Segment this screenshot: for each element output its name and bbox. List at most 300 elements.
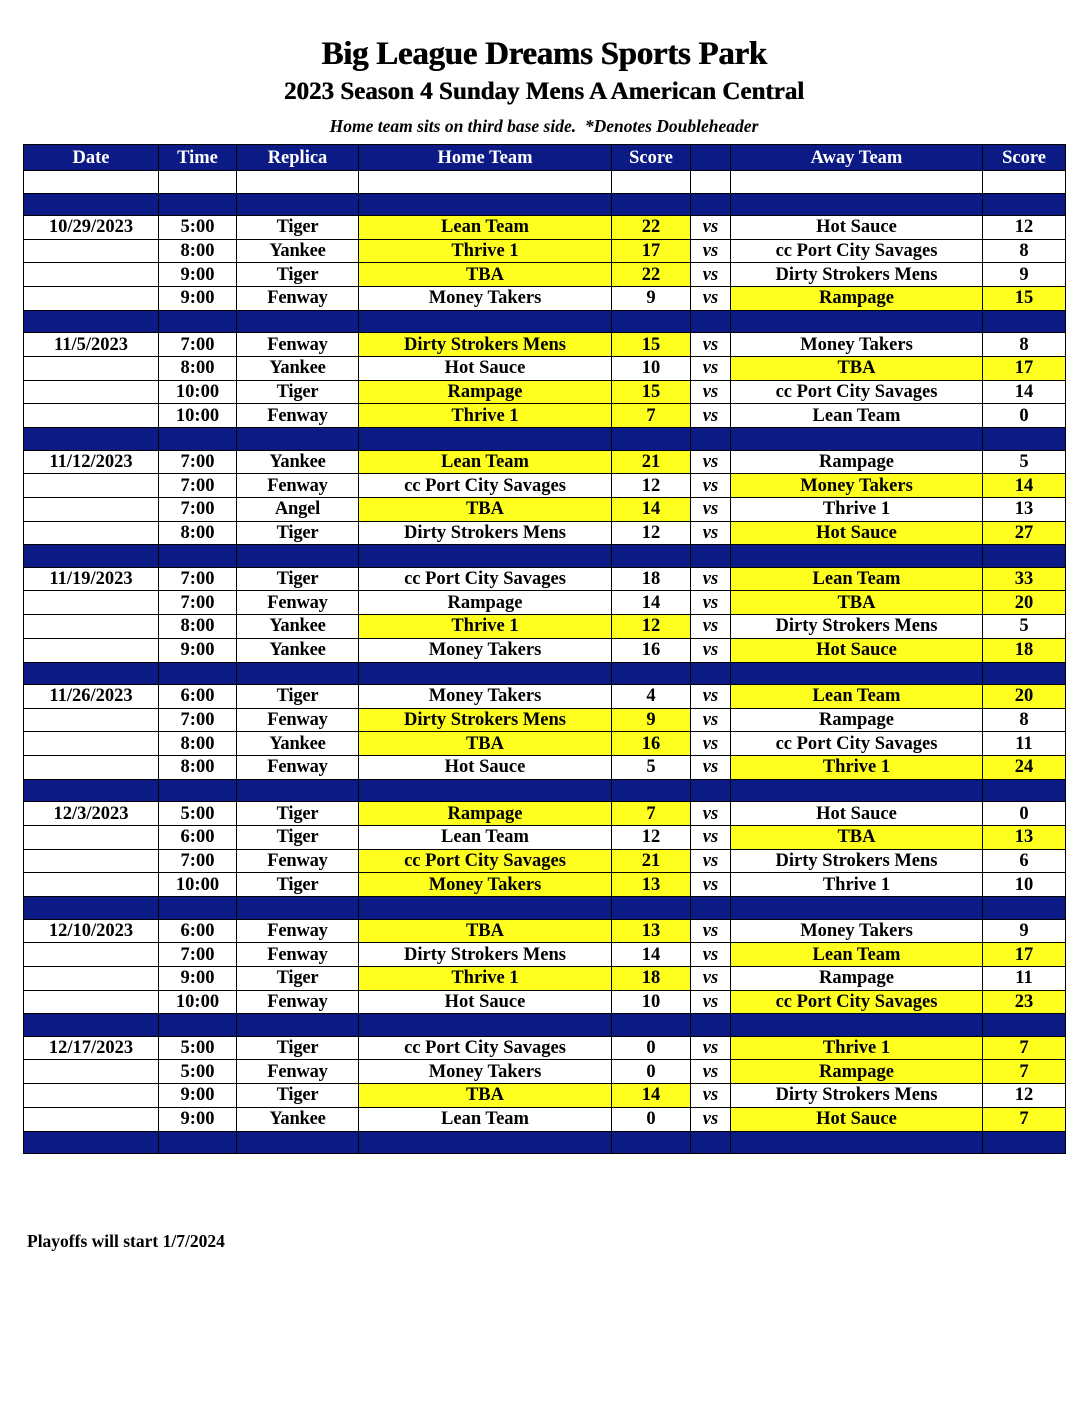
empty-cell bbox=[159, 1131, 237, 1154]
empty-cell bbox=[237, 428, 359, 451]
game-time: 10:00 bbox=[159, 990, 237, 1014]
game-date-empty bbox=[24, 943, 159, 967]
empty-cell bbox=[359, 1131, 612, 1154]
away-score: 6 bbox=[983, 849, 1066, 873]
schedule-table bbox=[23, 144, 1066, 1154]
home-score: 9 bbox=[612, 708, 691, 732]
playoffs-note: Playoffs will start 1/7/2024 bbox=[27, 1231, 225, 1251]
away-team: Money Takers bbox=[731, 333, 983, 357]
empty-cell bbox=[691, 310, 731, 333]
game-date-empty bbox=[24, 1084, 159, 1108]
week-separator bbox=[24, 1131, 1066, 1154]
empty-cell bbox=[24, 779, 159, 802]
header-row bbox=[24, 145, 1066, 171]
game-replica: Yankee bbox=[237, 732, 359, 756]
game-replica: Angel bbox=[237, 497, 359, 521]
game-row bbox=[24, 591, 1066, 615]
away-score: 23 bbox=[983, 990, 1066, 1014]
home-team: Lean Team bbox=[359, 1107, 612, 1131]
empty-cell bbox=[237, 1014, 359, 1037]
game-replica: Tiger bbox=[237, 567, 359, 591]
empty-cell bbox=[731, 310, 983, 333]
away-score: 13 bbox=[983, 825, 1066, 849]
empty-cell bbox=[359, 310, 612, 333]
home-team: TBA bbox=[359, 497, 612, 521]
away-team: Thrive 1 bbox=[731, 497, 983, 521]
game-date: 12/10/2023 bbox=[24, 919, 159, 943]
home-score: 21 bbox=[612, 849, 691, 873]
empty-cell bbox=[159, 310, 237, 333]
away-team: Thrive 1 bbox=[731, 756, 983, 780]
home-team: Thrive 1 bbox=[359, 404, 612, 428]
home-score: 0 bbox=[612, 1060, 691, 1084]
game-replica: Tiger bbox=[237, 1036, 359, 1060]
home-score: 18 bbox=[612, 966, 691, 990]
game-replica: Fenway bbox=[237, 849, 359, 873]
empty-cell bbox=[237, 545, 359, 568]
game-date-empty bbox=[24, 497, 159, 521]
week-separator bbox=[24, 428, 1066, 451]
home-team: Thrive 1 bbox=[359, 239, 612, 263]
empty-cell bbox=[359, 1014, 612, 1037]
away-score: 8 bbox=[983, 708, 1066, 732]
game-date-empty bbox=[24, 615, 159, 639]
game-time: 8:00 bbox=[159, 356, 237, 380]
vs-label: vs bbox=[691, 873, 731, 897]
empty-cell bbox=[159, 897, 237, 920]
game-replica: Tiger bbox=[237, 216, 359, 240]
game-date-empty bbox=[24, 1107, 159, 1131]
home-team: cc Port City Savages bbox=[359, 849, 612, 873]
game-date: 11/12/2023 bbox=[24, 450, 159, 474]
home-score: 14 bbox=[612, 497, 691, 521]
away-team: Hot Sauce bbox=[731, 638, 983, 662]
game-replica: Tiger bbox=[237, 380, 359, 404]
vs-label: vs bbox=[691, 990, 731, 1014]
away-team: Money Takers bbox=[731, 474, 983, 498]
game-replica: Fenway bbox=[237, 756, 359, 780]
vs-label: vs bbox=[691, 966, 731, 990]
game-time: 10:00 bbox=[159, 873, 237, 897]
game-time: 6:00 bbox=[159, 825, 237, 849]
away-score: 9 bbox=[983, 919, 1066, 943]
away-score: 24 bbox=[983, 756, 1066, 780]
game-replica: Fenway bbox=[237, 474, 359, 498]
game-replica: Fenway bbox=[237, 990, 359, 1014]
away-score: 15 bbox=[983, 287, 1066, 311]
game-row bbox=[24, 263, 1066, 287]
game-replica: Yankee bbox=[237, 356, 359, 380]
away-team: Dirty Strokers Mens bbox=[731, 1084, 983, 1108]
vs-label: vs bbox=[691, 1084, 731, 1108]
game-date-empty bbox=[24, 1060, 159, 1084]
game-row bbox=[24, 638, 1066, 662]
game-replica: Fenway bbox=[237, 404, 359, 428]
empty-cell bbox=[612, 193, 691, 216]
away-score: 33 bbox=[983, 567, 1066, 591]
game-row bbox=[24, 216, 1066, 240]
away-team: Hot Sauce bbox=[731, 216, 983, 240]
game-time: 9:00 bbox=[159, 1084, 237, 1108]
empty-cell bbox=[612, 779, 691, 802]
game-date: 11/5/2023 bbox=[24, 333, 159, 357]
away-team: Thrive 1 bbox=[731, 873, 983, 897]
empty-cell bbox=[691, 662, 731, 685]
game-time: 10:00 bbox=[159, 380, 237, 404]
header-home-team: Home Team bbox=[359, 145, 612, 171]
game-time: 7:00 bbox=[159, 591, 237, 615]
away-score: 13 bbox=[983, 497, 1066, 521]
away-score: 9 bbox=[983, 263, 1066, 287]
game-time: 8:00 bbox=[159, 239, 237, 263]
game-time: 5:00 bbox=[159, 1036, 237, 1060]
away-team: Money Takers bbox=[731, 919, 983, 943]
away-team: Rampage bbox=[731, 966, 983, 990]
home-team: Lean Team bbox=[359, 216, 612, 240]
empty-cell bbox=[359, 171, 612, 194]
empty-cell bbox=[612, 310, 691, 333]
game-date-empty bbox=[24, 356, 159, 380]
game-row bbox=[24, 1036, 1066, 1060]
home-team: Hot Sauce bbox=[359, 356, 612, 380]
game-replica: Tiger bbox=[237, 1084, 359, 1108]
game-replica: Yankee bbox=[237, 1107, 359, 1131]
away-team: Lean Team bbox=[731, 567, 983, 591]
game-row bbox=[24, 497, 1066, 521]
vs-label: vs bbox=[691, 380, 731, 404]
game-time: 8:00 bbox=[159, 732, 237, 756]
away-team: Hot Sauce bbox=[731, 1107, 983, 1131]
empty-cell bbox=[159, 193, 237, 216]
home-team: Rampage bbox=[359, 380, 612, 404]
empty-cell bbox=[359, 779, 612, 802]
home-score: 0 bbox=[612, 1036, 691, 1060]
empty-cell bbox=[159, 171, 237, 194]
blank-row bbox=[24, 171, 1066, 194]
home-score: 21 bbox=[612, 450, 691, 474]
game-replica: Fenway bbox=[237, 708, 359, 732]
vs-label: vs bbox=[691, 1036, 731, 1060]
game-row bbox=[24, 990, 1066, 1014]
home-score: 0 bbox=[612, 1107, 691, 1131]
game-date-empty bbox=[24, 380, 159, 404]
away-team: Hot Sauce bbox=[731, 802, 983, 826]
game-date-empty bbox=[24, 239, 159, 263]
game-time: 9:00 bbox=[159, 263, 237, 287]
week-separator bbox=[24, 779, 1066, 802]
game-replica: Fenway bbox=[237, 287, 359, 311]
empty-cell bbox=[731, 193, 983, 216]
week-separator bbox=[24, 662, 1066, 685]
header-away-score: Score bbox=[983, 145, 1066, 171]
away-team: Hot Sauce bbox=[731, 521, 983, 545]
away-team: Dirty Strokers Mens bbox=[731, 849, 983, 873]
game-date-empty bbox=[24, 966, 159, 990]
empty-cell bbox=[612, 428, 691, 451]
home-score: 22 bbox=[612, 216, 691, 240]
home-team: Rampage bbox=[359, 802, 612, 826]
game-replica: Fenway bbox=[237, 333, 359, 357]
home-score: 22 bbox=[612, 263, 691, 287]
home-score: 14 bbox=[612, 591, 691, 615]
game-time: 7:00 bbox=[159, 474, 237, 498]
game-row bbox=[24, 380, 1066, 404]
home-team: Hot Sauce bbox=[359, 990, 612, 1014]
game-time: 7:00 bbox=[159, 943, 237, 967]
empty-cell bbox=[359, 193, 612, 216]
game-replica: Fenway bbox=[237, 1060, 359, 1084]
away-score: 5 bbox=[983, 450, 1066, 474]
vs-label: vs bbox=[691, 497, 731, 521]
home-score: 14 bbox=[612, 943, 691, 967]
empty-cell bbox=[612, 1014, 691, 1037]
game-time: 7:00 bbox=[159, 708, 237, 732]
home-team: Hot Sauce bbox=[359, 756, 612, 780]
away-team: TBA bbox=[731, 825, 983, 849]
empty-cell bbox=[237, 193, 359, 216]
game-row bbox=[24, 287, 1066, 311]
game-date: 10/29/2023 bbox=[24, 216, 159, 240]
home-team: Rampage bbox=[359, 591, 612, 615]
home-team: Dirty Strokers Mens bbox=[359, 333, 612, 357]
vs-label: vs bbox=[691, 919, 731, 943]
away-team: cc Port City Savages bbox=[731, 732, 983, 756]
empty-cell bbox=[731, 171, 983, 194]
vs-label: vs bbox=[691, 943, 731, 967]
vs-label: vs bbox=[691, 1060, 731, 1084]
game-row bbox=[24, 708, 1066, 732]
away-team: Lean Team bbox=[731, 943, 983, 967]
game-time: 5:00 bbox=[159, 216, 237, 240]
game-time: 6:00 bbox=[159, 685, 237, 709]
vs-label: vs bbox=[691, 404, 731, 428]
home-score: 12 bbox=[612, 474, 691, 498]
vs-label: vs bbox=[691, 732, 731, 756]
vs-label: vs bbox=[691, 333, 731, 357]
away-team: TBA bbox=[731, 591, 983, 615]
empty-cell bbox=[691, 1131, 731, 1154]
empty-cell bbox=[983, 662, 1066, 685]
away-team: cc Port City Savages bbox=[731, 380, 983, 404]
empty-cell bbox=[612, 171, 691, 194]
empty-cell bbox=[24, 1131, 159, 1154]
game-time: 9:00 bbox=[159, 287, 237, 311]
away-team: Rampage bbox=[731, 708, 983, 732]
home-score: 7 bbox=[612, 802, 691, 826]
game-replica: Tiger bbox=[237, 825, 359, 849]
header-home-score: Score bbox=[612, 145, 691, 171]
home-team: Lean Team bbox=[359, 450, 612, 474]
empty-cell bbox=[359, 545, 612, 568]
away-team: Rampage bbox=[731, 287, 983, 311]
game-date-empty bbox=[24, 990, 159, 1014]
home-score: 15 bbox=[612, 380, 691, 404]
home-team: cc Port City Savages bbox=[359, 1036, 612, 1060]
home-team: Dirty Strokers Mens bbox=[359, 708, 612, 732]
game-replica: Tiger bbox=[237, 802, 359, 826]
empty-cell bbox=[612, 897, 691, 920]
away-team: Rampage bbox=[731, 450, 983, 474]
header-time: Time bbox=[159, 145, 237, 171]
home-score: 16 bbox=[612, 732, 691, 756]
home-score: 13 bbox=[612, 919, 691, 943]
game-date-empty bbox=[24, 732, 159, 756]
empty-cell bbox=[237, 310, 359, 333]
empty-cell bbox=[983, 193, 1066, 216]
header-replica: Replica bbox=[237, 145, 359, 171]
vs-label: vs bbox=[691, 356, 731, 380]
game-replica: Fenway bbox=[237, 943, 359, 967]
game-date-empty bbox=[24, 849, 159, 873]
empty-cell bbox=[237, 662, 359, 685]
game-date: 12/17/2023 bbox=[24, 1036, 159, 1060]
game-row bbox=[24, 966, 1066, 990]
home-score: 5 bbox=[612, 756, 691, 780]
game-time: 7:00 bbox=[159, 849, 237, 873]
vs-label: vs bbox=[691, 1107, 731, 1131]
vs-label: vs bbox=[691, 263, 731, 287]
empty-cell bbox=[24, 662, 159, 685]
game-time: 7:00 bbox=[159, 567, 237, 591]
empty-cell bbox=[24, 1014, 159, 1037]
home-score: 17 bbox=[612, 239, 691, 263]
vs-label: vs bbox=[691, 685, 731, 709]
empty-cell bbox=[983, 1131, 1066, 1154]
home-team: TBA bbox=[359, 732, 612, 756]
empty-cell bbox=[24, 193, 159, 216]
game-row bbox=[24, 567, 1066, 591]
empty-cell bbox=[731, 1131, 983, 1154]
game-replica: Fenway bbox=[237, 591, 359, 615]
empty-cell bbox=[237, 171, 359, 194]
empty-cell bbox=[983, 171, 1066, 194]
away-score: 10 bbox=[983, 873, 1066, 897]
home-score: 13 bbox=[612, 873, 691, 897]
game-date: 12/3/2023 bbox=[24, 802, 159, 826]
home-team: TBA bbox=[359, 1084, 612, 1108]
game-date-empty bbox=[24, 263, 159, 287]
vs-label: vs bbox=[691, 521, 731, 545]
away-team: Dirty Strokers Mens bbox=[731, 263, 983, 287]
game-date-empty bbox=[24, 825, 159, 849]
away-score: 14 bbox=[983, 380, 1066, 404]
away-score: 12 bbox=[983, 216, 1066, 240]
vs-label: vs bbox=[691, 239, 731, 263]
home-team: Thrive 1 bbox=[359, 966, 612, 990]
vs-label: vs bbox=[691, 638, 731, 662]
home-team: Money Takers bbox=[359, 1060, 612, 1084]
game-replica: Tiger bbox=[237, 263, 359, 287]
empty-cell bbox=[691, 897, 731, 920]
home-team: Lean Team bbox=[359, 825, 612, 849]
game-row bbox=[24, 802, 1066, 826]
header-vs bbox=[691, 145, 731, 171]
home-score: 12 bbox=[612, 521, 691, 545]
game-time: 7:00 bbox=[159, 450, 237, 474]
empty-cell bbox=[612, 662, 691, 685]
home-score: 16 bbox=[612, 638, 691, 662]
home-team: TBA bbox=[359, 919, 612, 943]
away-score: 8 bbox=[983, 333, 1066, 357]
empty-cell bbox=[731, 897, 983, 920]
game-date-empty bbox=[24, 404, 159, 428]
away-team: Dirty Strokers Mens bbox=[731, 615, 983, 639]
empty-cell bbox=[691, 779, 731, 802]
away-score: 7 bbox=[983, 1107, 1066, 1131]
home-team: Money Takers bbox=[359, 638, 612, 662]
away-score: 20 bbox=[983, 591, 1066, 615]
week-separator bbox=[24, 310, 1066, 333]
game-time: 8:00 bbox=[159, 756, 237, 780]
away-team: Lean Team bbox=[731, 404, 983, 428]
empty-cell bbox=[983, 428, 1066, 451]
game-row bbox=[24, 333, 1066, 357]
game-row bbox=[24, 685, 1066, 709]
empty-cell bbox=[359, 897, 612, 920]
away-score: 5 bbox=[983, 615, 1066, 639]
schedule-body bbox=[24, 171, 1066, 1154]
home-team: TBA bbox=[359, 263, 612, 287]
away-score: 20 bbox=[983, 685, 1066, 709]
home-score: 10 bbox=[612, 990, 691, 1014]
empty-cell bbox=[691, 428, 731, 451]
empty-cell bbox=[731, 1014, 983, 1037]
empty-cell bbox=[612, 545, 691, 568]
empty-cell bbox=[159, 545, 237, 568]
away-score: 0 bbox=[983, 404, 1066, 428]
game-time: 9:00 bbox=[159, 1107, 237, 1131]
away-score: 17 bbox=[983, 943, 1066, 967]
vs-label: vs bbox=[691, 825, 731, 849]
game-row bbox=[24, 450, 1066, 474]
empty-cell bbox=[612, 1131, 691, 1154]
game-replica: Yankee bbox=[237, 450, 359, 474]
game-row bbox=[24, 521, 1066, 545]
home-score: 18 bbox=[612, 567, 691, 591]
empty-cell bbox=[159, 1014, 237, 1037]
home-score: 15 bbox=[612, 333, 691, 357]
game-date-empty bbox=[24, 287, 159, 311]
empty-cell bbox=[731, 428, 983, 451]
vs-label: vs bbox=[691, 756, 731, 780]
empty-cell bbox=[983, 1014, 1066, 1037]
vs-label: vs bbox=[691, 591, 731, 615]
away-score: 7 bbox=[983, 1060, 1066, 1084]
away-team: cc Port City Savages bbox=[731, 239, 983, 263]
empty-cell bbox=[983, 897, 1066, 920]
empty-cell bbox=[731, 779, 983, 802]
game-row bbox=[24, 732, 1066, 756]
vs-label: vs bbox=[691, 287, 731, 311]
away-score: 18 bbox=[983, 638, 1066, 662]
empty-cell bbox=[691, 193, 731, 216]
empty-cell bbox=[237, 897, 359, 920]
away-score: 12 bbox=[983, 1084, 1066, 1108]
empty-cell bbox=[983, 545, 1066, 568]
away-score: 11 bbox=[983, 732, 1066, 756]
week-separator bbox=[24, 1014, 1066, 1037]
away-score: 14 bbox=[983, 474, 1066, 498]
game-replica: Fenway bbox=[237, 919, 359, 943]
away-score: 27 bbox=[983, 521, 1066, 545]
game-row bbox=[24, 1084, 1066, 1108]
game-replica: Tiger bbox=[237, 521, 359, 545]
home-score: 4 bbox=[612, 685, 691, 709]
empty-cell bbox=[359, 662, 612, 685]
home-team: Dirty Strokers Mens bbox=[359, 943, 612, 967]
home-score: 14 bbox=[612, 1084, 691, 1108]
home-score: 10 bbox=[612, 356, 691, 380]
